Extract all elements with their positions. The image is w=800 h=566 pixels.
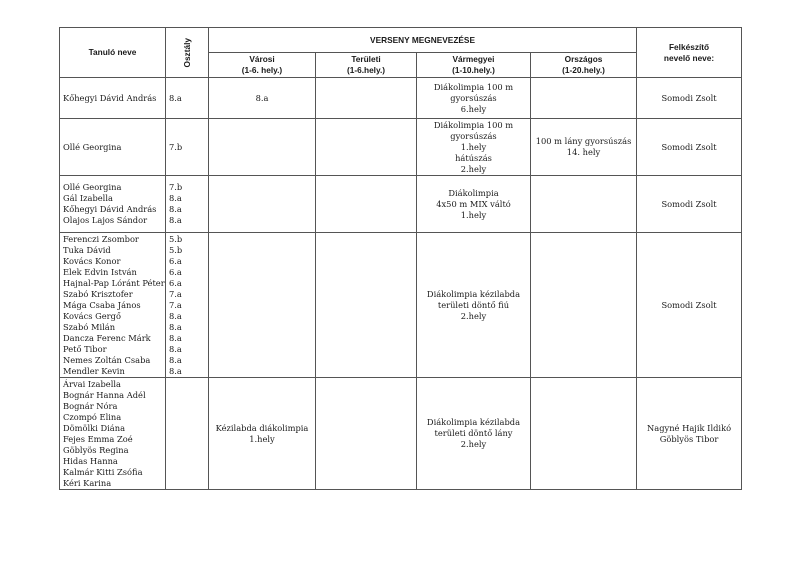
cell-line: Czompó Elina	[63, 411, 122, 422]
cell-line: Diákolimpia kézilabda	[426, 288, 521, 299]
cell-line: 7.a	[169, 299, 182, 310]
cell-line: Kézilabda diákolimpia	[215, 422, 309, 433]
cell-line: 1.hely	[460, 141, 487, 152]
teacher-cell	[637, 233, 742, 378]
city-result-cell	[209, 119, 316, 176]
header-national-range: (1-20.hely.)	[562, 65, 605, 75]
cell-line: Kovács Konor	[63, 255, 121, 266]
cell-line: 8.a	[169, 204, 182, 214]
cell-line: területi döntő lány	[434, 428, 513, 438]
cell-line: 8.a	[169, 321, 182, 332]
regional-result-cell	[316, 119, 417, 176]
cell-line: Somodi Zsolt	[661, 299, 717, 310]
cell-line: 7.a	[169, 288, 182, 299]
county-result-cell	[417, 176, 531, 233]
cell-line: Szabó Krisztofer	[63, 288, 133, 299]
cell-line: 8.a	[169, 310, 182, 321]
cell-line: 100 m lány gyorsúszás	[535, 136, 632, 146]
cell-line: 1.hely	[460, 209, 487, 220]
class-cell	[166, 378, 209, 490]
cell-line: Somodi Zsolt	[661, 141, 717, 152]
header-class-label: Osztály	[181, 37, 192, 68]
header-city	[209, 53, 316, 78]
cell-line: Pető Tibor	[63, 343, 107, 354]
cell-line: Kőhegyi Dávid András	[63, 204, 157, 214]
cell-line: Kovács Gergő	[63, 310, 121, 321]
cell-line: 7.b	[169, 182, 183, 192]
cell-line: 2.hely	[460, 310, 487, 321]
cell-line: Kalmár Kitti Zsófia	[63, 466, 143, 477]
cell-line: 8.a	[169, 332, 182, 343]
regional-result-cell	[316, 378, 417, 490]
cell-line: 4x50 m MIX váltó	[436, 198, 511, 209]
city-result-cell	[209, 78, 316, 119]
header-student-name: Tanuló neve	[60, 28, 166, 78]
cell-line: 5.b	[169, 244, 183, 255]
cell-line: 2.hely	[460, 163, 487, 174]
student-names-cell	[60, 78, 166, 119]
table-row	[60, 176, 742, 233]
header-regional-label: Területi	[351, 54, 381, 64]
cell-line: Diákolimpia 100 m	[433, 119, 514, 130]
table-row	[60, 78, 742, 119]
national-result-cell	[531, 233, 637, 378]
county-result-cell	[417, 78, 531, 119]
city-result-cell	[209, 233, 316, 378]
student-names-cell	[60, 233, 166, 378]
header-city-label: Városi	[249, 54, 275, 64]
header-county-range: (1-10.hely.)	[452, 65, 495, 75]
cell-line: 6.a	[169, 277, 182, 288]
cell-line: Kéri Karina	[63, 477, 112, 488]
cell-line: hátúszás	[455, 152, 492, 163]
cell-line: gyorsúszás	[450, 92, 497, 103]
county-result-cell	[417, 233, 531, 378]
cell-line: Ollé Georgina	[63, 141, 122, 152]
cell-line: Nemes Zoltán Csaba	[63, 354, 151, 365]
city-result-cell	[209, 176, 316, 233]
header-regional	[316, 53, 417, 78]
cell-line: Ferenczi Zsombor	[63, 233, 139, 244]
cell-line: 7.b	[169, 141, 183, 152]
table-body	[60, 78, 742, 490]
cell-line: gyorsúszás	[450, 130, 497, 141]
header-teacher-line-2: nevelő neve:	[663, 52, 715, 63]
national-result-cell	[531, 176, 637, 233]
cell-line: Kőhegyi Dávid András	[63, 92, 157, 103]
cell-line: Mendler Kevin	[63, 365, 125, 376]
cell-line: Hidas Hanna	[63, 455, 118, 466]
cell-line: 1.hely	[249, 433, 275, 444]
table-row	[60, 233, 742, 378]
cell-line: Bognár Nóra	[63, 400, 118, 411]
header-teacher	[637, 28, 742, 78]
regional-result-cell	[316, 78, 417, 119]
national-result-cell	[531, 119, 637, 176]
cell-line: Somodi Zsolt	[661, 92, 717, 103]
table-row	[60, 378, 742, 490]
cell-line: Somodi Zsolt	[661, 198, 717, 209]
county-result-cell	[417, 378, 531, 490]
header-national-label: Országos	[564, 54, 603, 64]
cell-line: 8.a	[169, 215, 182, 225]
cell-line: Diákolimpia 100 m	[433, 81, 514, 92]
regional-result-cell	[316, 176, 417, 233]
cell-line: 5.b	[169, 233, 183, 244]
cell-line: 8.a	[169, 354, 182, 365]
cell-line: Tuka Dávid	[63, 244, 111, 255]
student-names-cell	[60, 119, 166, 176]
cell-line: 14. hely	[566, 147, 601, 157]
competition-results-table	[59, 27, 742, 490]
table-row	[60, 119, 742, 176]
cell-line: Göblyös Regina	[63, 444, 129, 455]
header-national	[531, 53, 637, 78]
cell-line: 6.hely	[460, 103, 487, 114]
cell-line: Elek Edvin István	[63, 266, 137, 277]
cell-line: Diákolimpia	[448, 187, 499, 198]
cell-line: Dancza Ferenc Márk	[63, 332, 151, 343]
class-cell	[166, 176, 209, 233]
class-cell	[166, 78, 209, 119]
cell-line: Szabó Milán	[63, 321, 116, 332]
teacher-cell	[637, 378, 742, 490]
cell-line: Fejes Emma Zoé	[63, 433, 133, 444]
national-result-cell	[531, 78, 637, 119]
cell-line: Hajnal-Pap Lóránt Péter	[63, 277, 165, 288]
cell-line: Árvai Izabella	[63, 378, 121, 389]
student-names-cell	[60, 378, 166, 490]
cell-line: Gál Izabella	[63, 193, 113, 203]
cell-line: 6.a	[169, 266, 182, 277]
class-cell	[166, 233, 209, 378]
header-county-label: Vármegyei	[452, 54, 495, 64]
cell-line: 8.a	[169, 343, 182, 354]
county-result-cell	[417, 119, 531, 176]
cell-line: Diákolimpia kézilabda	[426, 417, 521, 427]
cell-line: 8.a	[169, 92, 182, 103]
national-result-cell	[531, 378, 637, 490]
cell-line: Göblyös Tibor	[659, 433, 719, 444]
teacher-cell	[637, 176, 742, 233]
cell-line: 2.hely	[460, 439, 487, 449]
header-class	[166, 28, 209, 78]
cell-line: Olajos Lajos Sándor	[63, 215, 148, 225]
cell-line: Ollé Georgina	[63, 182, 122, 192]
cell-line: Bognár Hanna Adél	[63, 389, 146, 400]
class-cell	[166, 119, 209, 176]
cell-line: 8.a	[255, 92, 269, 103]
city-result-cell	[209, 378, 316, 490]
header-regional-range: (1-6.hely.)	[346, 65, 386, 75]
student-names-cell	[60, 176, 166, 233]
teacher-cell	[637, 119, 742, 176]
header-city-range: (1-6. hely.)	[241, 65, 283, 75]
cell-line: 8.a	[169, 193, 182, 203]
header-competition: VERSENY MEGNEVEZÉSE	[209, 28, 637, 53]
teacher-cell	[637, 78, 742, 119]
cell-line: 8.a	[169, 365, 182, 376]
cell-line: területi döntő fiú	[437, 299, 510, 310]
cell-line: Dömölki Diána	[63, 422, 126, 433]
header-teacher-line-1: Felkészítő	[668, 41, 710, 52]
regional-result-cell	[316, 233, 417, 378]
cell-line: Mága Csaba János	[63, 299, 141, 310]
header-county	[417, 53, 531, 78]
cell-line: 6.a	[169, 255, 182, 266]
cell-line: Nagyné Hajik Ildikó	[647, 422, 732, 433]
